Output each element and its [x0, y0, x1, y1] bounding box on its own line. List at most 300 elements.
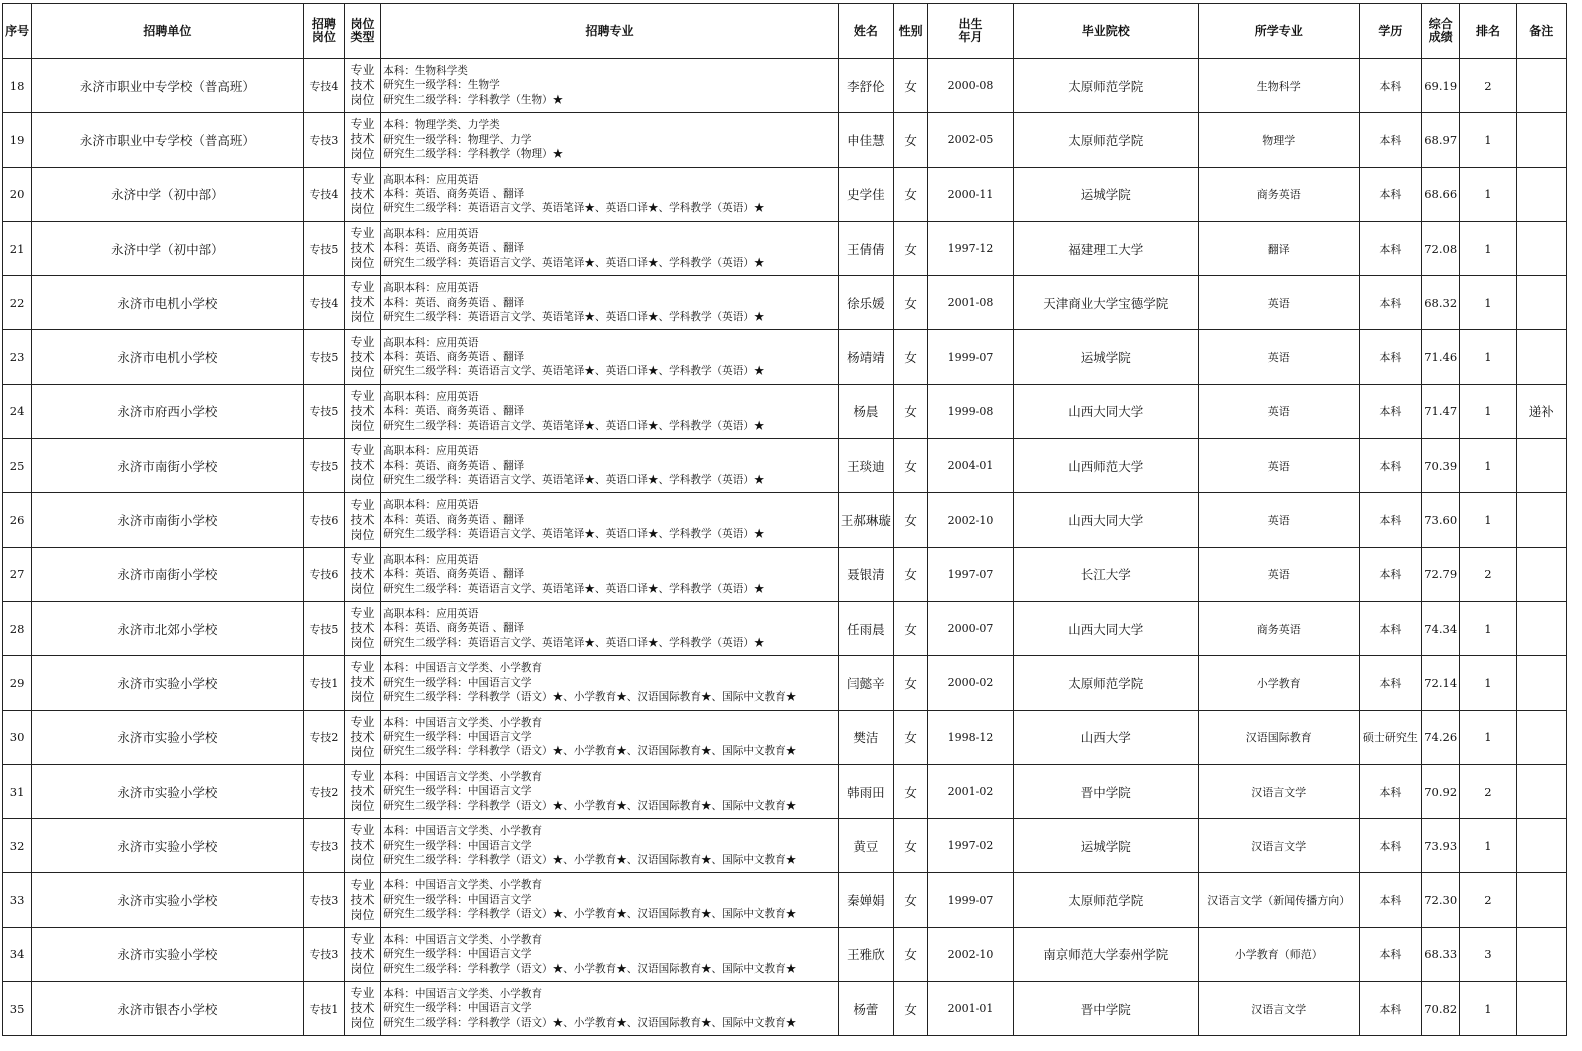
- major-line: 研究生二级学科：学科教学（语文）★、小学教育★、汉语国际教育★、国际中文教育★: [383, 854, 797, 866]
- major-cell: [381, 927, 839, 981]
- major-line: 研究生一级学科：中国语言文学: [383, 948, 532, 961]
- birth-cell: 1999-08: [928, 384, 1013, 438]
- unit-cell: 永济中学（初中部）: [32, 221, 304, 275]
- results-table: [2, 3, 1567, 1036]
- post-type-cell: [344, 330, 380, 384]
- post-type-cell: [344, 601, 380, 655]
- gender-cell: 女: [894, 493, 928, 547]
- post-type-line: 岗位: [350, 527, 375, 542]
- seq-cell: 27: [3, 547, 32, 601]
- gender-cell: 女: [894, 601, 928, 655]
- post-type-line: 岗位: [350, 93, 375, 108]
- post-type-line: 专业: [350, 551, 375, 566]
- birth-cell: 2001-08: [928, 276, 1013, 330]
- post-type-cell: [344, 710, 380, 764]
- note-cell: [1516, 764, 1566, 818]
- major-line: 高职本科：应用英语: [383, 173, 479, 186]
- post-type-line: 专业: [350, 443, 375, 458]
- post-type-line: 岗位: [350, 907, 375, 922]
- birth-cell: 2000-11: [928, 167, 1013, 221]
- unit-cell: 永济市北郊小学校: [32, 601, 304, 655]
- edu-cell: 本科: [1359, 819, 1421, 873]
- header-score: 综合 成绩: [1422, 4, 1460, 59]
- table-body: [3, 59, 1567, 1036]
- studied-cell: 汉语言文学: [1198, 819, 1359, 873]
- seq-cell: 35: [3, 982, 32, 1036]
- post-cell: 专技5: [303, 221, 344, 275]
- major-line: 本科：中国语言文学类、小学教育: [383, 988, 543, 1001]
- major-line: 研究生二级学科：学科教学（语文）★、小学教育★、汉语国际教育★、国际中文教育★: [383, 908, 797, 921]
- major-line: 高职本科：应用英语: [383, 336, 479, 349]
- post-type-line: 技术: [350, 458, 375, 473]
- major-line: 研究生一级学科：中国语言文学: [383, 893, 532, 906]
- post-type-line: 岗位: [350, 1016, 375, 1031]
- note-cell: [1516, 927, 1566, 981]
- rank-cell: 1: [1460, 982, 1516, 1036]
- major-line: 研究生一级学科：物理学、力学: [383, 133, 532, 146]
- birth-cell: 2001-02: [928, 764, 1013, 818]
- post-type-line: 岗位: [350, 799, 375, 813]
- major-line: 研究生一级学科：中国语言文学: [383, 676, 532, 689]
- major-cell: [381, 384, 839, 438]
- rank-cell: 1: [1460, 439, 1516, 493]
- post-type-line: 技术: [350, 1001, 375, 1016]
- post-type-line: 专业: [350, 226, 375, 241]
- note-cell: [1516, 493, 1566, 547]
- post-type-line: 岗位: [350, 310, 375, 325]
- school-cell: 太原师范学院: [1013, 59, 1198, 113]
- table-row: [3, 276, 1567, 330]
- birth-cell: 2000-08: [928, 59, 1013, 113]
- major-cell: [381, 221, 839, 275]
- major-cell: [381, 330, 839, 384]
- major-cell: [381, 656, 839, 710]
- school-cell: 晋中学院: [1013, 982, 1198, 1036]
- rank-cell: 2: [1460, 873, 1516, 927]
- table-row: [3, 819, 1567, 873]
- post-type-line: 专业: [350, 171, 375, 186]
- post-type-line: 技术: [350, 241, 375, 256]
- birth-cell: 2002-05: [928, 113, 1013, 167]
- rank-cell: 3: [1460, 927, 1516, 981]
- gender-cell: 女: [894, 221, 928, 275]
- gender-cell: 女: [894, 927, 928, 981]
- rank-cell: 1: [1460, 493, 1516, 547]
- major-line: 研究生二级学科：英语语言文学、英语笔译★、英语口译★、学科教学（英语）★: [383, 636, 765, 649]
- birth-cell: 1999-07: [928, 330, 1013, 384]
- name-cell: 王郝琳璇: [838, 493, 893, 547]
- name-cell: 秦婵娟: [838, 873, 893, 927]
- header-school: 毕业院校: [1013, 4, 1198, 59]
- post-type-cell: [344, 167, 380, 221]
- edu-cell: 本科: [1359, 221, 1421, 275]
- major-line: 研究生二级学科：英语语言文学、英语笔译★、英语口译★、学科教学（英语）★: [383, 256, 765, 269]
- post-type-line: 岗位: [350, 473, 375, 488]
- seq-cell: 22: [3, 276, 32, 330]
- seq-cell: 25: [3, 439, 32, 493]
- name-cell: 申佳慧: [838, 113, 893, 167]
- post-type-cell: [344, 656, 380, 710]
- rank-cell: 2: [1460, 547, 1516, 601]
- studied-cell: 英语: [1198, 493, 1359, 547]
- seq-cell: 31: [3, 764, 32, 818]
- note-cell: [1516, 710, 1566, 764]
- unit-cell: 永济市实验小学校: [32, 819, 304, 873]
- major-line: 本科：物理学类、力学类: [383, 119, 500, 132]
- major-line: 研究生二级学科：学科教学（语文）★、小学教育★、汉语国际教育★、国际中文教育★: [383, 962, 797, 975]
- seq-cell: 29: [3, 656, 32, 710]
- note-cell: 递补: [1516, 384, 1566, 438]
- post-cell: 专技4: [303, 59, 344, 113]
- edu-cell: 本科: [1359, 330, 1421, 384]
- major-line: 研究生二级学科：学科教学（语文）★、小学教育★、汉语国际教育★、国际中文教育★: [383, 799, 797, 812]
- major-cell: [381, 710, 839, 764]
- school-cell: 山西大学: [1013, 710, 1198, 764]
- major-cell: [381, 819, 839, 873]
- post-type-line: 专业: [350, 823, 375, 838]
- unit-cell: 永济市实验小学校: [32, 764, 304, 818]
- note-cell: [1516, 547, 1566, 601]
- post-type-cell: [344, 493, 380, 547]
- post-cell: 专技4: [303, 276, 344, 330]
- post-type-line: 专业: [350, 334, 375, 349]
- major-cell: [381, 982, 839, 1036]
- name-cell: 杨蕾: [838, 982, 893, 1036]
- note-cell: [1516, 656, 1566, 710]
- score-cell: 69.19: [1422, 59, 1460, 113]
- table-row: [3, 764, 1567, 818]
- major-line: 研究生一级学科：生物学: [383, 79, 500, 92]
- post-type-line: 岗位: [350, 418, 375, 433]
- note-cell: [1516, 59, 1566, 113]
- name-cell: 王琰迪: [838, 439, 893, 493]
- post-type-cell: [344, 982, 380, 1036]
- school-cell: 福建理工大学: [1013, 221, 1198, 275]
- major-line: 高职本科：应用英语: [383, 553, 479, 566]
- seq-cell: 32: [3, 819, 32, 873]
- gender-cell: 女: [894, 384, 928, 438]
- gender-cell: 女: [894, 656, 928, 710]
- header-note: 备注: [1516, 4, 1566, 59]
- major-line: 本科：英语、商务英语 、翻译: [383, 242, 525, 255]
- major-line: 本科：中国语言文学类、小学教育: [383, 879, 543, 892]
- header-rank: 排名: [1460, 4, 1516, 59]
- studied-cell: 英语: [1198, 384, 1359, 438]
- unit-cell: 永济市职业中专学校（普高班）: [32, 113, 304, 167]
- major-line: 研究生二级学科：学科教学（语文）★、小学教育★、汉语国际教育★、国际中文教育★: [383, 1016, 797, 1029]
- studied-cell: 商务英语: [1198, 601, 1359, 655]
- gender-cell: 女: [894, 439, 928, 493]
- edu-cell: 本科: [1359, 59, 1421, 113]
- seq-cell: 18: [3, 59, 32, 113]
- post-type-line: 专业: [350, 986, 375, 1001]
- major-cell: [381, 59, 839, 113]
- score-cell: 73.60: [1422, 493, 1460, 547]
- name-cell: 李舒伦: [838, 59, 893, 113]
- header-edu: 学历: [1359, 4, 1421, 59]
- post-cell: 专技1: [303, 982, 344, 1036]
- major-cell: [381, 439, 839, 493]
- score-cell: 73.93: [1422, 819, 1460, 873]
- major-line: 本科：英语、商务英语 、翻译: [383, 513, 525, 526]
- gender-cell: 女: [894, 873, 928, 927]
- score-cell: 70.39: [1422, 439, 1460, 493]
- major-cell: [381, 873, 839, 927]
- major-line: 研究生二级学科：学科教学（语文）★、小学教育★、汉语国际教育★、国际中文教育★: [383, 691, 797, 704]
- studied-cell: 小学教育: [1198, 656, 1359, 710]
- header-name: 姓名: [838, 4, 893, 59]
- major-line: 研究生一级学科：中国语言文学: [383, 839, 532, 852]
- major-cell: [381, 113, 839, 167]
- gender-cell: 女: [894, 764, 928, 818]
- gender-cell: 女: [894, 547, 928, 601]
- name-cell: 史学佳: [838, 167, 893, 221]
- major-line: 本科：英语、商务英语 、翻译: [383, 405, 525, 418]
- major-line: 研究生一级学科：中国语言文学: [383, 1002, 532, 1015]
- edu-cell: 本科: [1359, 167, 1421, 221]
- birth-cell: 1997-02: [928, 819, 1013, 873]
- major-line: 高职本科：应用英语: [383, 227, 479, 240]
- major-cell: [381, 764, 839, 818]
- post-type-line: 专业: [350, 877, 375, 892]
- post-cell: 专技2: [303, 764, 344, 818]
- post-cell: 专技3: [303, 873, 344, 927]
- post-type-cell: [344, 59, 380, 113]
- edu-cell: 本科: [1359, 384, 1421, 438]
- unit-cell: 永济市南街小学校: [32, 439, 304, 493]
- school-cell: 运城学院: [1013, 167, 1198, 221]
- header-major: 招聘专业: [381, 4, 839, 59]
- major-line: 本科：中国语言文学类、小学教育: [383, 662, 543, 675]
- name-cell: 闫懿辛: [838, 656, 893, 710]
- major-line: 本科：生物科学类: [383, 65, 468, 78]
- header-seq: 序号: [3, 4, 32, 59]
- school-cell: 山西师范大学: [1013, 439, 1198, 493]
- birth-cell: 2002-10: [928, 493, 1013, 547]
- major-line: 研究生二级学科：英语语言文学、英语笔译★、英语口译★、学科教学（英语）★: [383, 202, 765, 215]
- score-cell: 70.82: [1422, 982, 1460, 1036]
- rank-cell: 2: [1460, 59, 1516, 113]
- gender-cell: 女: [894, 982, 928, 1036]
- header-studied: 所学专业: [1198, 4, 1359, 59]
- edu-cell: 本科: [1359, 439, 1421, 493]
- studied-cell: 英语: [1198, 276, 1359, 330]
- table-row: [3, 59, 1567, 113]
- unit-cell: 永济市实验小学校: [32, 873, 304, 927]
- name-cell: 王倩倩: [838, 221, 893, 275]
- birth-cell: 1997-12: [928, 221, 1013, 275]
- studied-cell: 汉语言文学: [1198, 764, 1359, 818]
- birth-cell: 2000-07: [928, 601, 1013, 655]
- score-cell: 68.33: [1422, 927, 1460, 981]
- score-cell: 72.30: [1422, 873, 1460, 927]
- post-type-line: 专业: [350, 714, 375, 729]
- school-cell: 太原师范学院: [1013, 656, 1198, 710]
- post-type-line: 技术: [350, 186, 375, 201]
- header-birth: 出生 年月: [928, 4, 1013, 59]
- major-line: 研究生二级学科：英语语言文学、英语笔译★、英语口译★、学科教学（英语）★: [383, 473, 765, 486]
- unit-cell: 永济市实验小学校: [32, 656, 304, 710]
- rank-cell: 2: [1460, 764, 1516, 818]
- table-row: [3, 710, 1567, 764]
- header-gender: 性别: [894, 4, 928, 59]
- note-cell: [1516, 330, 1566, 384]
- score-cell: 68.32: [1422, 276, 1460, 330]
- studied-cell: 英语: [1198, 439, 1359, 493]
- score-cell: 72.79: [1422, 547, 1460, 601]
- post-type-line: 技术: [350, 729, 375, 744]
- post-type-line: 技术: [350, 621, 375, 636]
- major-line: 高职本科：应用英语: [383, 390, 479, 403]
- gender-cell: 女: [894, 59, 928, 113]
- edu-cell: 本科: [1359, 656, 1421, 710]
- seq-cell: 23: [3, 330, 32, 384]
- major-line: 研究生二级学科：英语语言文学、英语笔译★、英语口译★、学科教学（英语）★: [383, 419, 765, 432]
- gender-cell: 女: [894, 819, 928, 873]
- post-cell: 专技3: [303, 113, 344, 167]
- major-cell: [381, 167, 839, 221]
- gender-cell: 女: [894, 330, 928, 384]
- post-type-line: 岗位: [350, 690, 375, 705]
- post-type-line: 技术: [350, 946, 375, 961]
- major-line: 研究生二级学科：英语语言文学、英语笔译★、英语口译★、学科教学（英语）★: [383, 311, 765, 324]
- major-line: 研究生二级学科：学科教学（生物）★: [383, 93, 564, 106]
- post-type-line: 技术: [350, 132, 375, 147]
- post-type-line: 技术: [350, 838, 375, 853]
- note-cell: [1516, 439, 1566, 493]
- score-cell: 68.97: [1422, 113, 1460, 167]
- studied-cell: 物理学: [1198, 113, 1359, 167]
- studied-cell: 英语: [1198, 330, 1359, 384]
- name-cell: 徐乐媛: [838, 276, 893, 330]
- edu-cell: 本科: [1359, 113, 1421, 167]
- post-type-line: 技术: [350, 349, 375, 364]
- seq-cell: 26: [3, 493, 32, 547]
- birth-cell: 1999-07: [928, 873, 1013, 927]
- major-cell: [381, 601, 839, 655]
- post-cell: 专技5: [303, 330, 344, 384]
- score-cell: 72.14: [1422, 656, 1460, 710]
- major-cell: [381, 276, 839, 330]
- note-cell: [1516, 221, 1566, 275]
- post-cell: 专技6: [303, 493, 344, 547]
- table-row: [3, 547, 1567, 601]
- major-cell: [381, 493, 839, 547]
- edu-cell: 本科: [1359, 927, 1421, 981]
- major-line: 高职本科：应用英语: [383, 608, 479, 620]
- post-type-line: 岗位: [350, 256, 375, 271]
- post-type-cell: [344, 764, 380, 818]
- edu-cell: 本科: [1359, 601, 1421, 655]
- gender-cell: 女: [894, 276, 928, 330]
- rank-cell: 1: [1460, 276, 1516, 330]
- school-cell: 南京师范大学泰州学院: [1013, 927, 1198, 981]
- seq-cell: 33: [3, 873, 32, 927]
- name-cell: 杨靖靖: [838, 330, 893, 384]
- note-cell: [1516, 276, 1566, 330]
- major-line: 研究生一级学科：中国语言文学: [383, 785, 532, 798]
- major-line: 本科：英语、商务英语 、翻译: [383, 622, 525, 635]
- post-type-cell: [344, 221, 380, 275]
- post-type-line: 专业: [350, 931, 375, 946]
- table-row: [3, 439, 1567, 493]
- unit-cell: 永济中学（初中部）: [32, 167, 304, 221]
- major-line: 本科：英语、商务英语 、翻译: [383, 350, 525, 363]
- studied-cell: 汉语言文学: [1198, 982, 1359, 1036]
- rank-cell: 1: [1460, 819, 1516, 873]
- post-type-line: 岗位: [350, 581, 375, 596]
- table-row: [3, 221, 1567, 275]
- seq-cell: 20: [3, 167, 32, 221]
- rank-cell: 1: [1460, 384, 1516, 438]
- rank-cell: 1: [1460, 656, 1516, 710]
- studied-cell: 汉语国际教育: [1198, 710, 1359, 764]
- unit-cell: 永济市实验小学校: [32, 710, 304, 764]
- score-cell: 74.34: [1422, 601, 1460, 655]
- gender-cell: 女: [894, 710, 928, 764]
- table-row: [3, 167, 1567, 221]
- post-cell: 专技1: [303, 656, 344, 710]
- note-cell: [1516, 167, 1566, 221]
- post-type-cell: [344, 276, 380, 330]
- birth-cell: 1997-07: [928, 547, 1013, 601]
- post-type-line: 专业: [350, 769, 375, 783]
- major-line: 本科：英语、商务英语 、翻译: [383, 568, 525, 581]
- school-cell: 天津商业大学宝德学院: [1013, 276, 1198, 330]
- studied-cell: 小学教育（师范）: [1198, 927, 1359, 981]
- studied-cell: 英语: [1198, 547, 1359, 601]
- major-cell: [381, 547, 839, 601]
- post-type-line: 专业: [350, 117, 375, 132]
- major-line: 研究生二级学科：学科教学（语文）★、小学教育★、汉语国际教育★、国际中文教育★: [383, 745, 797, 758]
- unit-cell: 永济市电机小学校: [32, 330, 304, 384]
- post-type-line: 技术: [350, 403, 375, 418]
- note-cell: [1516, 873, 1566, 927]
- studied-cell: 商务英语: [1198, 167, 1359, 221]
- birth-cell: 2004-01: [928, 439, 1013, 493]
- rank-cell: 1: [1460, 221, 1516, 275]
- post-type-line: 专业: [350, 606, 375, 621]
- school-cell: 山西大同大学: [1013, 493, 1198, 547]
- post-type-cell: [344, 547, 380, 601]
- header-row: [3, 4, 1567, 59]
- post-type-line: 岗位: [350, 853, 375, 868]
- score-cell: 71.46: [1422, 330, 1460, 384]
- major-line: 本科：英语、商务英语 、翻译: [383, 296, 525, 309]
- post-type-line: 技术: [350, 295, 375, 310]
- table-row: [3, 384, 1567, 438]
- post-type-line: 专业: [350, 388, 375, 403]
- major-line: 本科：中国语言文学类、小学教育: [383, 770, 543, 783]
- name-cell: 聂银清: [838, 547, 893, 601]
- school-cell: 晋中学院: [1013, 764, 1198, 818]
- post-cell: 专技4: [303, 167, 344, 221]
- rank-cell: 1: [1460, 710, 1516, 764]
- unit-cell: 永济市银杏小学校: [32, 982, 304, 1036]
- post-type-line: 专业: [350, 497, 375, 512]
- edu-cell: 本科: [1359, 764, 1421, 818]
- header-post: 招聘 岗位: [303, 4, 344, 59]
- edu-cell: 本科: [1359, 493, 1421, 547]
- post-cell: 专技3: [303, 927, 344, 981]
- studied-cell: 汉语言文学（新闻传播方向）: [1198, 873, 1359, 927]
- seq-cell: 34: [3, 927, 32, 981]
- header-post-type: 岗位 类型: [344, 4, 380, 59]
- score-cell: 70.92: [1422, 764, 1460, 818]
- major-line: 本科：英语、商务英语 、翻译: [383, 188, 525, 201]
- post-type-line: 技术: [350, 784, 375, 798]
- major-line: 高职本科：应用英语: [383, 445, 479, 458]
